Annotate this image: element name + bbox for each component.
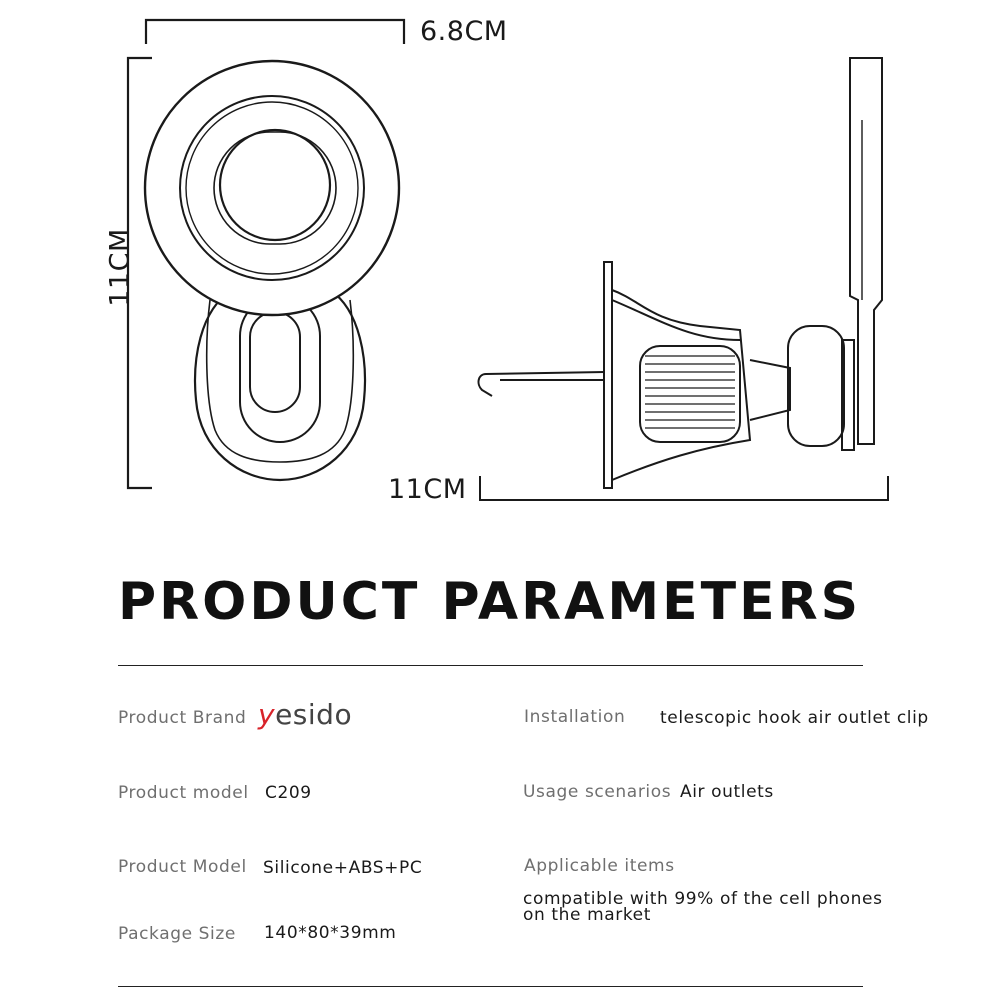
model-label: Product model — [118, 783, 249, 803]
package-size-value: 140*80*39mm — [264, 923, 397, 943]
usage-label: Usage scenarios — [523, 782, 672, 802]
width-dimension-label: 6.8CM — [420, 16, 508, 47]
applicable-label: Applicable items — [524, 856, 675, 876]
top-divider — [118, 665, 863, 666]
installation-value: telescopic hook air outlet clip — [660, 708, 929, 728]
model-value: C209 — [265, 783, 312, 803]
brand-label: Product Brand — [118, 708, 247, 728]
hook-outline — [479, 372, 605, 396]
height-dimension-label: 11CM — [104, 228, 136, 307]
depth-dimension-label: 11CM — [388, 474, 467, 505]
applicable-value: compatible with 99% of the cell phones on the market — [523, 889, 883, 925]
brand-logo-mark: y — [258, 698, 276, 731]
package-size-label: Package Size — [118, 924, 236, 944]
brand-logo — [258, 698, 352, 731]
material-value: Silicone+ABS+PC — [263, 858, 423, 878]
usage-value: Air outlets — [680, 782, 774, 802]
section-title: PRODUCT PARAMETERS — [118, 572, 862, 632]
brand-logo-text: esido — [275, 698, 353, 731]
bottom-divider — [118, 986, 863, 987]
depth-dimension-line — [480, 476, 888, 500]
material-label: Product Model — [118, 857, 247, 877]
installation-label: Installation — [524, 707, 626, 727]
